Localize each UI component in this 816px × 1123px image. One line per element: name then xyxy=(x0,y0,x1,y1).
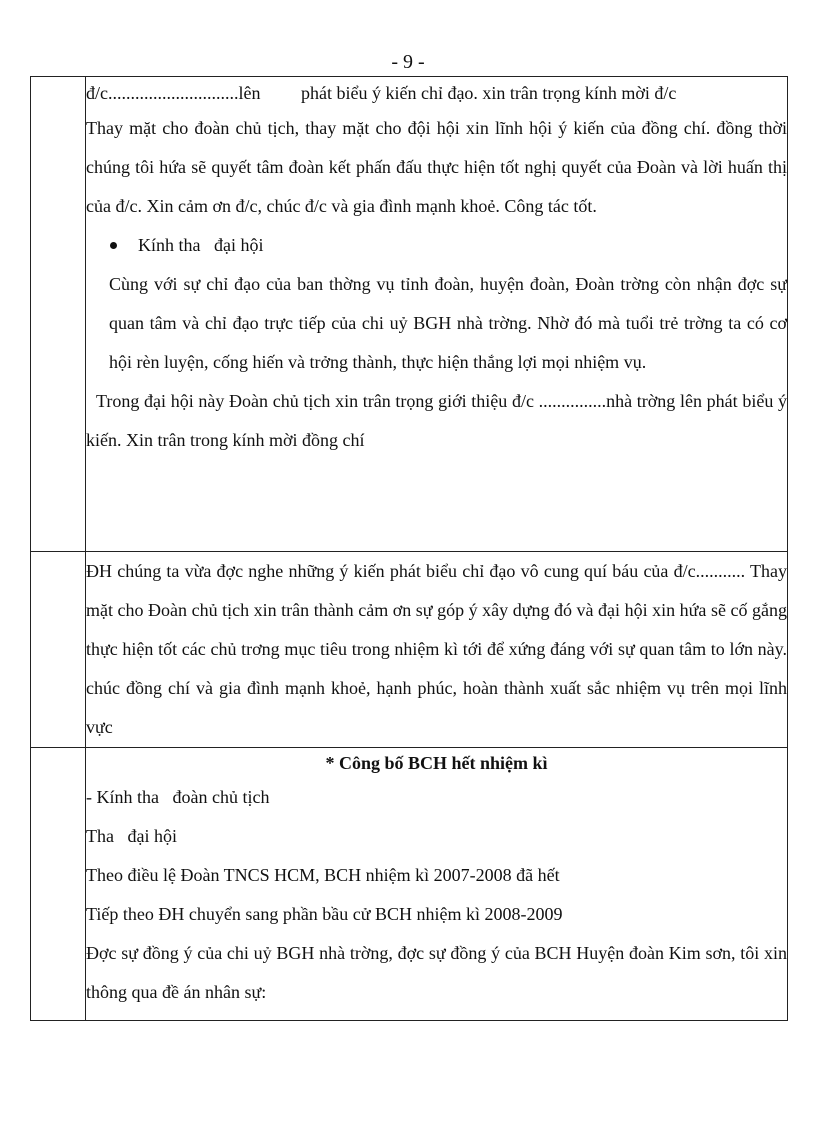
time-column-cell xyxy=(31,77,86,552)
bullet-body-paragraph: Cùng với sự chỉ đạo của ban thờng vụ tỉnh đoàn, huyện đoàn, Đoàn trờng còn nhận đợc sự quan tâm và chỉ đạo trực tiếp của chi uỷ BGH nhà trờng. Nhờ đó mà tuổi trẻ trờng ta có cơ hội rèn luyện, cống hiến và trởng thành, thực hiện thắng lợi mọi nhiệm vụ. xyxy=(109,274,787,372)
document-table xyxy=(30,76,788,1021)
statement-line: Tiếp theo ĐH chuyển sang phần bầu cử BCH nhiệm kì 2008-2009 xyxy=(86,904,563,924)
invitation-line: đ/c.............................lên phát biểu ý kiến chỉ đạo. xin trân trọng kính mời đ/c xyxy=(86,83,677,103)
acknowledgement-paragraph: Thay mặt cho đoàn chủ tịch, thay mặt cho đội hội xin lĩnh hội ý kiến của đồng chí. đồng thời chúng tôi hứa sẽ quyết tâm đoàn kết phấn đấu thực hiện tốt nghị quyết của Đoàn và lời huấn thị của đ/c. Xin cảm ơn đ/c, chúc đ/c và gia đình mạnh khoẻ. Công tác tốt. xyxy=(86,118,787,216)
thanks-paragraph: ĐH chúng ta vừa đợc nghe những ý kiến phát biểu chỉ đạo vô cung quí báu của đ/c........... Thay mặt cho Đoàn chủ tịch xin trân thành cảm ơn sự góp ý xây dựng đó và đại hội xin hứa sẽ cố gắng thực hiện tốt các chủ trơng mục tiêu trong nhiệm kì tới để xứng đáng với sự quan tâm to lớn này. chúc đồng chí và gia đình mạnh khoẻ, hạnh phúc, hoàn thành xuất sắc nhiệm vụ trên mọi lĩnh vực xyxy=(86,561,787,737)
table-row xyxy=(31,77,788,552)
bullet-text: Kính tha đại hội xyxy=(138,235,264,255)
time-column-cell xyxy=(31,552,86,748)
content-cell xyxy=(86,77,788,552)
table-row xyxy=(31,748,788,1021)
bullet-item xyxy=(86,226,787,265)
address-line: - Kính tha đoàn chủ tịch xyxy=(86,787,270,807)
approval-paragraph: Đợc sự đồng ý của chi uỷ BGH nhà trờng, đợc sự đồng ý của BCH Huyện đoàn Kim sơn, tôi xin thông qua đề án nhân sự: xyxy=(86,943,787,1002)
content-cell xyxy=(86,552,788,748)
content-cell xyxy=(86,748,788,1021)
table-row xyxy=(31,552,788,748)
statement-line: Theo điều lệ Đoàn TNCS HCM, BCH nhiệm kì 2007-2008 đã hết xyxy=(86,865,560,885)
introduction-paragraph: Trong đại hội này Đoàn chủ tịch xin trân trọng giới thiệu đ/c ...............nhà trờng lên phát biểu ý kiến. Xin trân trong kính mời đồng chí xyxy=(86,391,787,450)
section-heading: * Công bố BCH hết nhiệm kì xyxy=(325,753,548,773)
address-line: Tha đại hội xyxy=(86,826,177,846)
page-number: - 9 - xyxy=(391,51,425,73)
bullet-dot-icon xyxy=(110,242,117,249)
time-column-cell xyxy=(31,748,86,1021)
